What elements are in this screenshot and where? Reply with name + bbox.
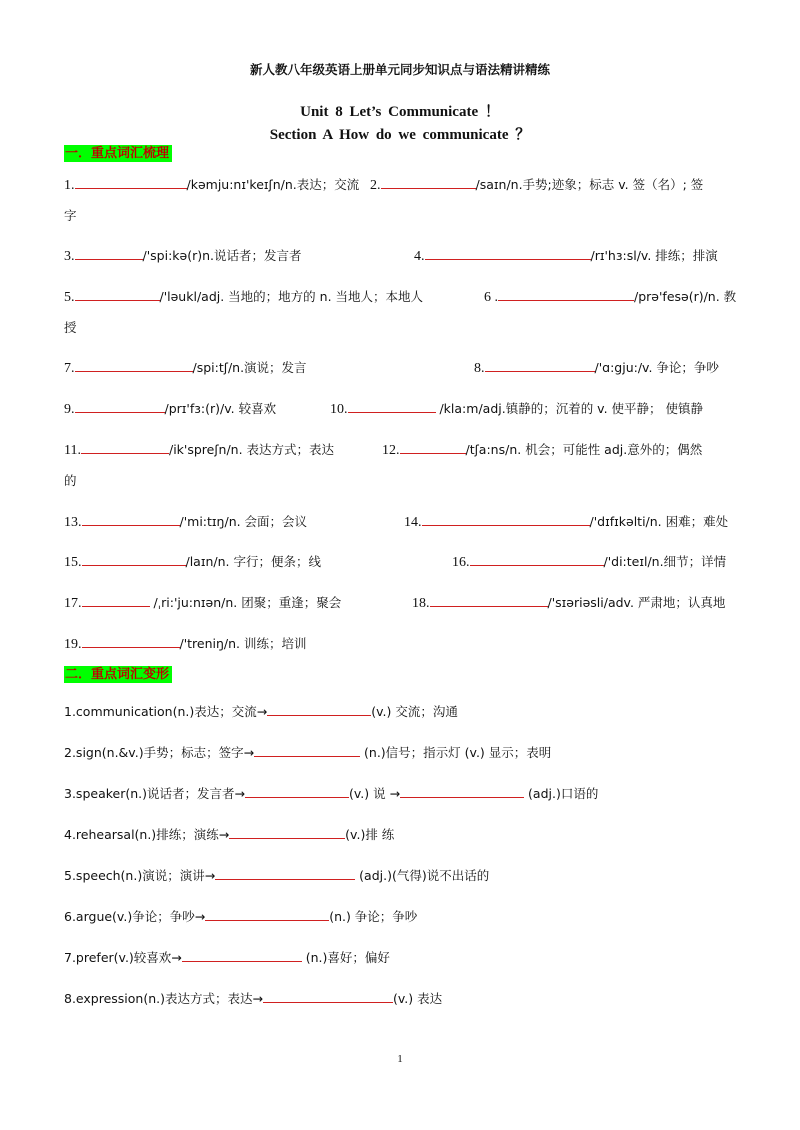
answer-blank[interactable]	[82, 635, 180, 648]
item-number: 19.	[64, 637, 82, 652]
form-hint: (n.)喜好；偏好	[301, 950, 390, 965]
form-prompt: 8.expression(n.)表达方式；表达→	[64, 991, 263, 1006]
item-number: 3.	[64, 249, 75, 264]
item-definition: /'sɪəriəsli/adv. 严肃地；认真地	[547, 595, 726, 610]
vocab-item-6-cont	[64, 318, 77, 337]
item-number: 2.	[370, 178, 381, 193]
item-definition: /'mi:tɪŋ/n. 会面；会议	[179, 514, 308, 529]
item-definition: /'spi:kə(r)n.说话者；发言者	[142, 248, 302, 263]
vocab-item-8	[474, 358, 719, 377]
vocab-item-3	[64, 246, 302, 265]
item-definition: /laɪn/n. 字行；便条；线	[185, 554, 321, 569]
vocab-item-11	[64, 440, 334, 459]
item-definition: /'di:teɪl/n.细节；详情	[603, 554, 727, 569]
item-definition: /kəmju:nɪ'keɪʃn/n.表达；交流	[186, 177, 360, 192]
item-definition: /spi:tʃ/n.演说；发言	[192, 360, 307, 375]
page-number: 1	[397, 1053, 403, 1065]
answer-blank[interactable]	[215, 867, 355, 880]
item-definition: /ˌri:'ju:nɪən/n. 团聚；重逢；聚会	[149, 595, 342, 610]
form-prompt: 5.speech(n.)演说；演讲→	[64, 868, 216, 883]
item-number: 11.	[64, 443, 81, 458]
answer-blank[interactable]	[75, 359, 193, 372]
vocab-item-10	[330, 399, 703, 418]
answer-blank[interactable]	[498, 288, 634, 301]
answer-blank[interactable]	[263, 990, 393, 1003]
unit-title: Unit 8 Let’s Communicate ！	[300, 104, 500, 120]
form-item-4	[64, 825, 394, 844]
vocab-item-13	[64, 512, 307, 531]
form-item-3	[64, 784, 598, 803]
answer-blank[interactable]	[425, 247, 591, 260]
form-hint: (v.)排 练	[345, 827, 395, 842]
item-number: 13.	[64, 515, 82, 530]
vocab-item-2	[370, 175, 703, 194]
answer-blank[interactable]	[267, 703, 371, 716]
item-definition: /prə'fesə(r)/n. 教	[634, 289, 737, 304]
vocab-item-4	[414, 246, 718, 265]
vocab-item-1	[64, 175, 359, 194]
vocab-item-6	[484, 287, 736, 306]
item-definition-cont: 字	[64, 208, 77, 223]
item-number: 18.	[412, 596, 430, 611]
item-number: 8.	[474, 361, 485, 376]
answer-blank[interactable]	[400, 441, 466, 454]
vocab-item-7	[64, 358, 307, 377]
document-header: 新人教八年级英语上册单元同步知识点与语法精讲精练	[249, 62, 550, 77]
form-prompt: 2.sign(n.&v.)手势；标志；签字→	[64, 745, 255, 760]
vocab-item-5	[64, 287, 423, 306]
answer-blank[interactable]	[485, 359, 595, 372]
vocab-item-9	[64, 399, 276, 418]
form-prompt: 3.speaker(n.)说话者；发言者→	[64, 786, 245, 801]
vocab-item-12	[382, 440, 702, 459]
answer-blank[interactable]	[422, 513, 590, 526]
answer-blank[interactable]	[81, 441, 169, 454]
answer-blank[interactable]	[82, 553, 186, 566]
item-number: 5.	[64, 290, 75, 305]
answer-blank[interactable]	[229, 826, 345, 839]
form-item-2	[64, 743, 551, 762]
item-definition: /'ɑ:gju:/v. 争论；争吵	[594, 360, 719, 375]
item-number: 16.	[452, 555, 470, 570]
vocab-item-15	[64, 552, 321, 571]
item-definition-cont: 授	[64, 320, 77, 335]
item-number: 12.	[382, 443, 400, 458]
item-definition-cont: 的	[64, 473, 77, 488]
section-label: 一．重点词汇梳理	[64, 145, 172, 162]
item-number: 1.	[64, 178, 75, 193]
item-definition: /kla:m/adj.镇静的；沉着的 v. 使平静； 使镇静	[435, 401, 704, 416]
section-heading-forms	[64, 663, 172, 682]
form-item-8	[64, 989, 442, 1008]
vocab-item-14	[404, 512, 728, 531]
item-number: 15.	[64, 555, 82, 570]
form-prompt: 1.communication(n.)表达；交流→	[64, 704, 268, 719]
answer-blank[interactable]	[75, 247, 143, 260]
form-item-1	[64, 702, 458, 721]
section-heading-vocab	[64, 142, 172, 161]
item-number: 4.	[414, 249, 425, 264]
vocab-item-12-cont	[64, 471, 77, 490]
item-definition: /ik'spreʃn/n. 表达方式；表达	[168, 442, 335, 457]
form-prompt: 7.prefer(v.)较喜欢→	[64, 950, 182, 965]
item-definition: /rɪ'hɜ:sl/v. 排练；排演	[590, 248, 718, 263]
item-number: 14.	[404, 515, 422, 530]
item-definition: /prɪ'fɜ:(r)/v. 较喜欢	[164, 401, 277, 416]
answer-blank[interactable]	[75, 288, 160, 301]
vocab-item-16	[452, 552, 726, 571]
form-hint: (v.) 说 →	[348, 786, 401, 801]
item-number: 10.	[330, 402, 348, 417]
section-title: Section A How do we communicate ？	[269, 127, 531, 143]
item-number: 9.	[64, 402, 75, 417]
form-hint: (v.) 表达	[392, 991, 443, 1006]
section-label: 二．重点词汇变形	[64, 666, 172, 683]
form-prompt: 6.argue(v.)争论；争吵→	[64, 909, 206, 924]
answer-blank[interactable]	[254, 744, 360, 757]
form-hint: (n.) 争论；争吵	[329, 909, 418, 924]
item-definition: /'ləukl/adj. 当地的；地方的 n. 当地人；本地人	[159, 289, 424, 304]
vocab-item-19	[64, 634, 307, 653]
form-hint: (v.) 交流；沟通	[371, 704, 458, 719]
item-definition: /tʃa:ns/n. 机会；可能性 adj.意外的；偶然	[465, 442, 703, 457]
answer-blank[interactable]	[182, 949, 302, 962]
item-definition: /saɪn/n.手势;迹象；标志 v. 签（名）; 签	[475, 177, 704, 192]
item-definition: /'treniŋ/n. 训练；培训	[179, 636, 307, 651]
answer-blank[interactable]	[348, 400, 436, 413]
item-definition: /'dɪfɪkəlti/n. 困难；难处	[589, 514, 729, 529]
form-item-7	[64, 948, 390, 967]
answer-blank[interactable]	[205, 908, 329, 921]
answer-blank[interactable]	[430, 594, 548, 607]
answer-blank[interactable]	[75, 400, 165, 413]
form-hint: (n.)信号；指示灯 (v.) 显示；表明	[360, 745, 552, 760]
form-hint: (adj.)(气得)说不出话的	[355, 868, 490, 883]
item-number: 17.	[64, 596, 82, 611]
form-hint: (adj.)口语的	[524, 786, 599, 801]
answer-blank[interactable]	[470, 553, 604, 566]
form-item-6	[64, 907, 417, 926]
answer-blank[interactable]	[400, 785, 524, 798]
answer-blank[interactable]	[381, 176, 476, 189]
vocab-item-2-cont	[64, 206, 77, 225]
form-prompt: 4.rehearsal(n.)排练；演练→	[64, 827, 230, 842]
answer-blank[interactable]	[245, 785, 349, 798]
item-number: 7.	[64, 361, 75, 376]
answer-blank[interactable]	[82, 594, 150, 607]
answer-blank[interactable]	[75, 176, 187, 189]
item-number: 6 .	[484, 290, 498, 305]
vocab-item-17	[64, 593, 341, 612]
vocab-item-18	[412, 593, 725, 612]
form-item-5	[64, 866, 489, 885]
answer-blank[interactable]	[82, 513, 180, 526]
